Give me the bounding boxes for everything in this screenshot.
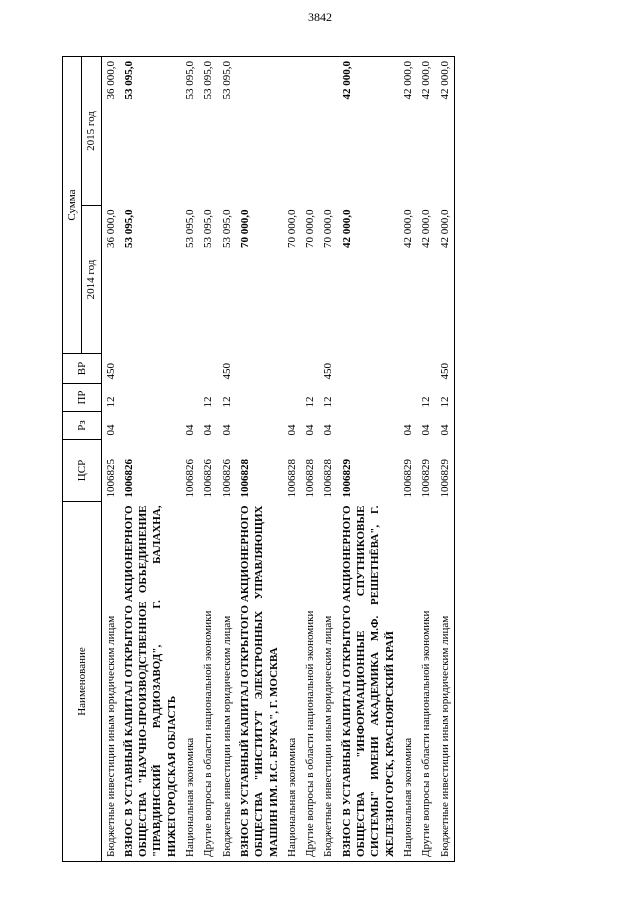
table-body [101,57,454,862]
cell-rz [120,412,181,440]
cell-name: Другие вопросы в области национальной экономики [304,610,317,857]
header-vr: ВР [63,354,102,384]
cell-name: ВЗНОС В УСТАВНЫЙ КАПИТАЛ ОТКРЫТОГО АКЦИОНЕРНОГО ОБЩЕСТВА "НАУЧНО-ПРОИЗВОДСТВЕННОЕ ОБЪЕДИНЕНИЕ "ПРАВДИНСКИЙ РАДИОЗАВОД", Г. БАЛАХНА, НИЖЕГОРОДСКАЯ ОБЛАСТЬ [122,505,178,857]
cell-csr: 1006829 [436,440,455,502]
cell-y2015 [319,57,337,206]
cell-y2015: 42 000,0 [340,61,353,100]
cell-vr [181,354,199,384]
table-row [301,57,319,862]
cell-vr [236,354,283,384]
cell-rz: 04 [420,424,433,436]
cell-rz: 04 [304,424,317,436]
cell-rz: 04 [202,424,215,436]
table-row [101,57,120,862]
cell-pr: 12 [304,396,317,408]
cell-csr: 1006826 [184,459,197,498]
cell-pr: 12 [220,396,233,408]
cell-vr: 450 [322,363,335,380]
cell-pr [236,384,283,412]
header-name: Наименование [63,502,102,862]
cell-pr: 12 [202,396,215,408]
cell-csr: 1006825 [104,459,117,498]
cell-rz: 04 [184,424,197,436]
cell-vr [338,354,399,384]
cell-y2014: 70 000,0 [238,209,251,248]
cell-y2015: 42 000,0 [420,61,433,100]
cell-name: Бюджетные инвестиции иным юридическим лицам [220,615,233,857]
cell-rz: 04 [401,424,414,436]
cell-csr: 1006828 [285,459,298,498]
cell-pr: 12 [420,396,433,408]
cell-rz [236,412,283,440]
cell-y2014: 42 000,0 [436,206,455,354]
cell-csr: 1006828 [322,459,335,498]
cell-name: ВЗНОС В УСТАВНЫЙ КАПИТАЛ ОТКРЫТОГО АКЦИОНЕРНОГО ОБЩЕСТВА "ИНСТИТУТ ЭЛЕКТРОННЫХ УПРАВЛЯЮЩИХ МАШИН ИМ. И.С. БРУКА", Г. МОСКВА [238,505,280,857]
cell-name: Национальная экономика [401,737,414,857]
cell-name: Бюджетные инвестиции иным юридическим лицам [436,502,455,862]
cell-y2014: 53 095,0 [184,209,197,248]
budget-table [62,56,455,862]
cell-name: Национальная экономика [285,737,298,857]
cell-pr [399,384,417,412]
table-row [436,57,455,862]
cell-vr: 450 [220,363,233,380]
cell-y2015: 42 000,0 [436,57,455,206]
cell-name: Бюджетные инвестиции иным юридическим лицам [104,615,117,857]
cell-y2014: 53 095,0 [202,209,215,248]
cell-vr [199,354,217,384]
cell-vr: 450 [104,363,117,380]
cell-y2014: 70 000,0 [304,209,317,248]
cell-rz [338,412,399,440]
table-row-section [338,57,399,862]
header-pr: ПР [63,384,102,412]
cell-y2014: 70 000,0 [322,209,335,248]
table-row [399,57,417,862]
cell-csr: 1006829 [340,459,353,498]
cell-csr: 1006828 [304,459,317,498]
header-sum: Сумма [63,57,82,354]
cell-y2014: 36 000,0 [104,209,117,248]
cell-y2015: 53 095,0 [202,61,215,100]
page-number: 3842 [308,10,332,24]
cell-vr [399,354,417,384]
cell-name: Другие вопросы в области национальной экономики [202,610,215,857]
cell-csr: 1006829 [401,459,414,498]
cell-rz: 04 [220,424,233,436]
cell-name: Другие вопросы в области национальной экономики [420,610,433,857]
cell-pr [120,384,181,412]
table-row [417,57,435,862]
cell-y2015 [283,57,301,206]
cell-rz: 04 [322,424,335,436]
cell-y2015 [236,57,283,206]
cell-vr [283,354,301,384]
cell-csr: 1006826 [122,459,135,498]
table-row [283,57,301,862]
cell-csr: 1006826 [202,459,215,498]
cell-pr [283,384,301,412]
cell-y2014: 53 095,0 [122,209,135,248]
table-row [181,57,199,862]
cell-csr: 1006826 [220,459,233,498]
budget-table-sheet [62,57,577,862]
cell-y2015 [301,57,319,206]
cell-pr: 12 [322,396,335,408]
cell-y2015: 42 000,0 [401,61,414,100]
cell-y2015: 36 000,0 [104,61,117,100]
cell-pr: 12 [436,384,455,412]
table-row [319,57,337,862]
cell-y2015: 53 095,0 [184,61,197,100]
cell-csr: 1006829 [420,459,433,498]
cell-rz: 04 [104,424,117,436]
table-header [63,57,102,862]
cell-rz: 04 [285,424,298,436]
cell-vr [301,354,319,384]
cell-y2014: 42 000,0 [420,209,433,248]
cell-name: ВЗНОС В УСТАВНЫЙ КАПИТАЛ ОТКРЫТОГО АКЦИОНЕРНОГО ОБЩЕСТВА "ИНФОРМАЦИОННЫЕ СПУТНИКОВЫЕ СИСТЕМЫ" ИМЕНИ АКАДЕМИКА М.Ф. РЕШЕТНЁВА", Г. ЖЕЛЕЗНОГОРСК, КРАСНОЯРСКИЙ КРАЙ [340,505,396,857]
cell-pr [181,384,199,412]
header-year-2014: 2014 год [82,206,101,354]
cell-csr: 1006828 [238,459,251,498]
header-year-2015: 2015 год [82,57,101,206]
cell-y2015: 53 095,0 [122,61,135,100]
table-row-section [120,57,181,862]
cell-vr: 450 [436,354,455,384]
table-row [218,57,236,862]
header-rz: Рз [63,412,102,440]
table-row-section [236,57,283,862]
cell-y2015: 53 095,0 [220,61,233,100]
cell-y2014: 42 000,0 [401,209,414,248]
cell-pr [338,384,399,412]
cell-vr [120,354,181,384]
cell-rz: 04 [436,412,455,440]
cell-name: Национальная экономика [184,737,197,857]
cell-y2014: 42 000,0 [340,209,353,248]
cell-name: Бюджетные инвестиции иным юридическим лицам [322,615,335,857]
cell-pr: 12 [104,396,117,408]
cell-y2014: 70 000,0 [285,209,298,248]
table-row [199,57,217,862]
cell-vr [417,354,435,384]
cell-y2014: 53 095,0 [220,209,233,248]
header-csr: ЦСР [63,440,102,502]
